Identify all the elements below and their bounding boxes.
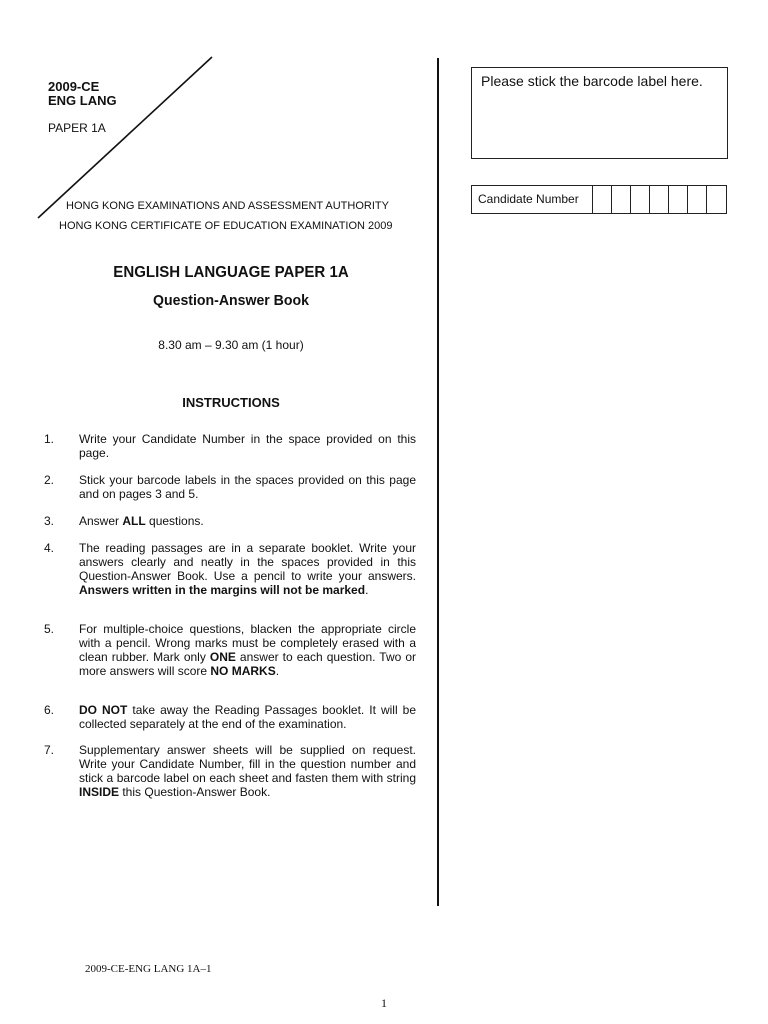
paper-label: PAPER 1A bbox=[48, 121, 106, 135]
instruction-text: For multiple-choice questions, blacken the appropriate circle with a pencil. Wrong marks must be completely erased with a clean rubber. Mark only ONE answer to each question. Two or more answers will score NO MARKS. bbox=[79, 622, 416, 678]
instruction-text: The reading passages are in a separate booklet. Write your answers clearly and neatly in the spaces provided in this Question-Answer Book. Use a pencil to write your answers. Answers written in the margins will not be marked. bbox=[79, 541, 416, 597]
candidate-digit-box[interactable] bbox=[612, 186, 631, 213]
vertical-divider bbox=[437, 58, 439, 906]
candidate-digit-box[interactable] bbox=[707, 186, 726, 213]
barcode-instruction: Please stick the barcode label here. bbox=[481, 73, 703, 89]
subject-code-year: 2009-CE bbox=[48, 79, 100, 94]
authority-name: HONG KONG EXAMINATIONS AND ASSESSMENT AUTHORITY bbox=[66, 200, 389, 212]
candidate-digit-box[interactable] bbox=[593, 186, 612, 213]
instruction-text: Answer ALL questions. bbox=[79, 514, 204, 528]
instruction-number: 3. bbox=[44, 514, 55, 528]
candidate-digit-box[interactable] bbox=[669, 186, 688, 213]
candidate-digit-box[interactable] bbox=[650, 186, 669, 213]
instruction-number: 4. bbox=[44, 541, 55, 555]
instruction-number: 1. bbox=[44, 432, 55, 446]
candidate-number-label: Candidate Number bbox=[472, 186, 593, 213]
paper-subtitle: Question-Answer Book bbox=[153, 292, 309, 309]
instruction-text: Stick your barcode labels in the spaces provided on this page and on pages 3 and 5. bbox=[79, 473, 416, 501]
footer-paper-code: 2009-CE-ENG LANG 1A–1 bbox=[85, 963, 212, 975]
instruction-number: 2. bbox=[44, 473, 55, 487]
candidate-number-field[interactable] bbox=[471, 185, 727, 214]
certificate-name: HONG KONG CERTIFICATE OF EDUCATION EXAMINATION 2009 bbox=[59, 220, 393, 232]
page-number: 1 bbox=[381, 996, 387, 1010]
instruction-number: 7. bbox=[44, 743, 55, 757]
instructions-heading: INSTRUCTIONS bbox=[182, 395, 280, 410]
instruction-text: Supplementary answer sheets will be supplied on request. Write your Candidate Number, fill in the question number and stick a barcode label on each sheet and fasten them with string INSIDE this Question-Answer Book. bbox=[79, 743, 416, 799]
instruction-text: Write your Candidate Number in the space provided on this page. bbox=[79, 432, 416, 460]
paper-title: ENGLISH LANGUAGE PAPER 1A bbox=[113, 264, 349, 281]
instruction-text: DO NOT take away the Reading Passages booklet. It will be collected separately at the end of the examination. bbox=[79, 703, 416, 731]
subject-code-name: ENG LANG bbox=[48, 93, 117, 108]
instruction-number: 5. bbox=[44, 622, 55, 636]
exam-time: 8.30 am – 9.30 am (1 hour) bbox=[158, 338, 304, 352]
barcode-label-box bbox=[471, 67, 728, 159]
candidate-digit-box[interactable] bbox=[688, 186, 707, 213]
candidate-digit-box[interactable] bbox=[631, 186, 650, 213]
instruction-number: 6. bbox=[44, 703, 55, 717]
